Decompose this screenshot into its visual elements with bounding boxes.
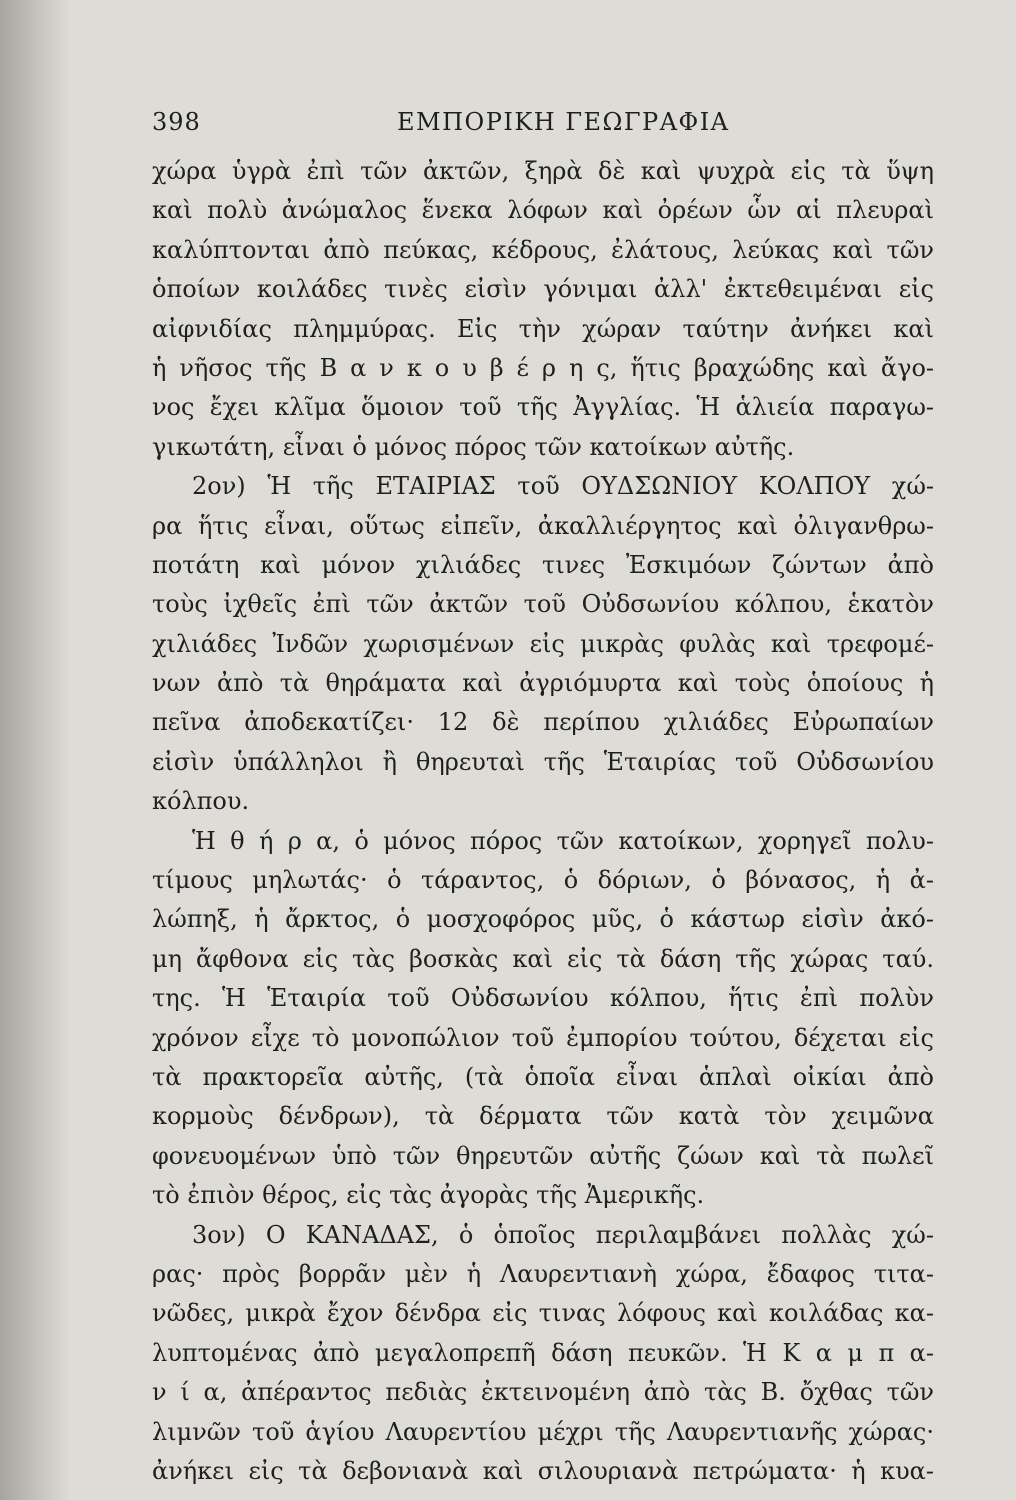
text-line: λυπτομένας ἀπὸ μεγαλοπρεπῆ δάση πευκῶν. Ἡ Κ α μ π α-: [152, 1338, 934, 1367]
text-line: Ἡ θ ή ρ α, ὁ μόνος πόρος τῶν κατοίκων, χορηγεῖ πολυ-: [192, 826, 934, 855]
text-line: τίμους μηλωτάς· ὁ τάραντος, ὁ δόριων, ὁ βόνασος, ἡ ἀ-: [152, 866, 934, 895]
text-line: κορμοὺς δένδρων), τὰ δέρματα τῶν κατὰ τὸν χειμῶνα: [152, 1102, 934, 1131]
text-line: λιμνῶν τοῦ ἁγίου Λαυρεντίου μέχρι τῆς Λαυρεντιανῆς χώρας·: [152, 1417, 934, 1446]
text-line: εἰσὶν ὑπάλληλοι ἢ θηρευταὶ τῆς Ἑταιρίας τοῦ Οὐδσωνίου: [152, 747, 934, 776]
page-edge-shadow: [0, 0, 70, 1500]
text-line: λώπηξ, ἡ ἄρκτος, ὁ μοσχοφόρος μῦς, ὁ κάστωρ εἰσὶν ἀκό-: [152, 905, 934, 934]
text-line: ρα ἥτις εἶναι, οὕτως εἰπεῖν, ἀκαλλιέργητος καὶ ὀλιγανθρω-: [152, 511, 934, 540]
text-line: καὶ πολὺ ἀνώμαλος ἕνεκα λόφων καὶ ὀρέων ὧν αἱ πλευραὶ: [152, 196, 934, 225]
text-line: τὸ ἐπιὸν θέρος, εἰς τὰς ἀγορὰς τῆς Ἀμερικῆς.: [152, 1181, 705, 1210]
text-line: ἀνήκει εἰς τὰ δεβονιανὰ καὶ σιλουριανὰ πετρώματα· ἡ κυα-: [152, 1456, 934, 1485]
text-line: χιλιάδες Ἰνδῶν χωρισμένων εἰς μικρὰς φυλὰς καὶ τρεφομέ-: [152, 629, 934, 658]
text-line: πεῖνα ἀποδεκατίζει· 12 δὲ περίπου χιλιάδες Εὐρωπαίων: [152, 708, 934, 737]
text-line: νος ἔχει κλῖμα ὅμοιον τοῦ τῆς Ἀγγλίας. Ἡ ἁλιεία παραγω-: [152, 393, 934, 422]
text-line: γικωτάτη, εἶναι ὁ μόνος πόρος τῶν κατοίκων αὐτῆς.: [152, 432, 795, 461]
text-line: ὁποίων κοιλάδες τινὲς εἰσὶν γόνιμαι ἀλλ' ἐκτεθειμέναι εἰς: [152, 275, 934, 304]
text-line: της. Ἡ Ἑταιρία τοῦ Οὐδσωνίου κόλπου, ἥτις ἐπὶ πολὺν: [152, 984, 934, 1013]
text-line: τοὺς ἰχθεῖς ἐπὶ τῶν ἀκτῶν τοῦ Οὐδσωνίου κόλπου, ἑκατὸν: [152, 590, 934, 619]
running-title: ΕΜΠΟΡΙΚΗ ΓΕΩΓΡΑΦΙΑ: [397, 108, 730, 136]
body-text: [152, 152, 934, 1491]
text-line: ρας· πρὸς βορρᾶν μὲν ἡ Λαυρεντιανὴ χώρα, ἔδαφος τιτα-: [152, 1259, 934, 1288]
text-line: καλύπτονται ἀπὸ πεύκας, κέδρους, ἐλάτους, λεύκας καὶ τῶν: [152, 235, 934, 264]
text-line: 3ον) Ο ΚΑΝΑΔΑΣ, ὁ ὁποῖος περιλαμβάνει πολλὰς χώ-: [192, 1220, 934, 1249]
text-line: φονευομένων ὑπὸ τῶν θηρευτῶν αὐτῆς ζώων καὶ τὰ πωλεῖ: [152, 1141, 934, 1170]
text-line: αἰφνιδίας πλημμύρας. Εἰς τὴν χώραν ταύτην ἀνήκει καὶ: [152, 314, 934, 343]
text-line: χώρα ὑγρὰ ἐπὶ τῶν ἀκτῶν, ξηρὰ δὲ καὶ ψυχρὰ εἰς τὰ ὕψη: [152, 157, 934, 185]
page-number: 398: [152, 108, 201, 136]
text-line: ἡ νῆσος τῆς Β α ν κ ο υ β έ ρ η ς, ἥτις βραχώδης καὶ ἄγο-: [152, 353, 934, 382]
text-line: νων ἀπὸ τὰ θηράματα καὶ ἀγριόμυρτα καὶ τοὺς ὁποίους ἡ: [152, 669, 934, 698]
text-line: ποτάτη καὶ μόνον χιλιάδες τινες Ἐσκιμόων ζώντων ἀπὸ: [152, 550, 934, 579]
text-line: 2ον) Ἡ τῆς ΕΤΑΙΡΙΑΣ τοῦ ΟΥΔΣΩΝΙΟΥ ΚΟΛΠΟΥ χώ-: [192, 472, 934, 501]
text-line: κόλπου.: [152, 787, 250, 816]
text-line: ν ί α, ἀπέραντος πεδιὰς ἐκτεινομένη ἀπὸ τὰς Β. ὄχθας τῶν: [152, 1378, 934, 1407]
text-line: τὰ πρακτορεῖα αὐτῆς, (τὰ ὁποῖα εἶναι ἁπλαὶ οἰκίαι ἀπὸ: [152, 1062, 934, 1091]
text-line: νῶδες, μικρὰ ἔχον δένδρα εἰς τινας λόφους καὶ κοιλάδας κα-: [152, 1299, 934, 1328]
text-line: μη ἄφθονα εἰς τὰς βοσκὰς καὶ εἰς τὰ δάση τῆς χώρας ταύ.: [152, 944, 934, 973]
text-line: χρόνον εἶχε τὸ μονοπώλιον τοῦ ἐμπορίου τούτου, δέχεται εἰς: [152, 1023, 934, 1052]
page-header: [152, 104, 934, 144]
